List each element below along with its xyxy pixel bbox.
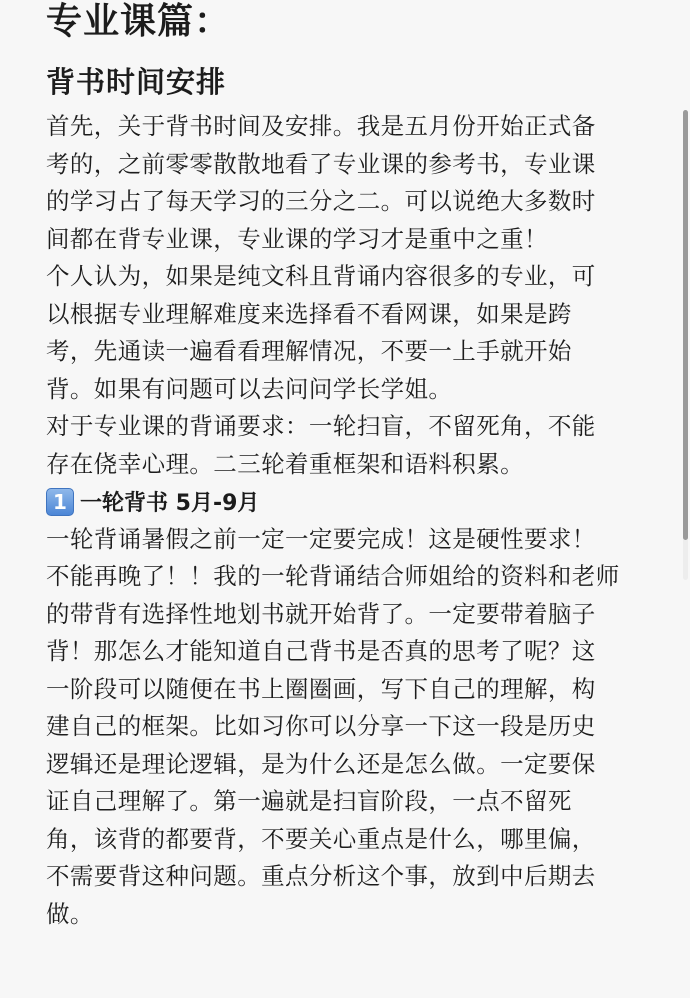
section-title: 背书时间安排 (46, 65, 227, 99)
scrollbar-thumb[interactable] (683, 110, 688, 540)
section-heading-round-one (46, 483, 668, 521)
text-line: 不能再晚了！！我的一轮背诵结合师姐给的资料和老师 (46, 562, 620, 590)
text-line: 一阶段可以随便在书上圈圈画，写下自己的理解，构 (46, 674, 596, 703)
text-line: 不需要背这种问题。重点分析这个事，放到中后期去 (46, 862, 596, 890)
text-line: 一轮背诵暑假之前一定一定要完成！这是硬性要求！ (46, 524, 596, 553)
number-one-icon: 1 (46, 488, 74, 516)
text-line: 个人认为，如果是纯文科且背诵内容很多的专业，可 (46, 262, 596, 290)
text-line: 角，该背的都要背，不要关心重点是什么，哪里偏， (46, 824, 596, 853)
text-line: 考，先通读一遍看看理解情况，不要一上手就开始 (46, 337, 572, 365)
text-line: 存在侥幸心理。二三轮着重框架和语料积累。 (46, 449, 524, 478)
text-line: 背。如果有问题可以去问问学长学姐。 (46, 374, 453, 403)
page-title: 专业课篇： (46, 1, 232, 42)
text-line: 以根据专业理解难度来选择看不看网课，如果是跨 (46, 299, 572, 328)
text-line: 证自己理解了。第一遍就是扫盲阶段，一点不留死 (46, 787, 572, 815)
text-line: 做。 (46, 899, 94, 928)
intro-paragraph (46, 108, 668, 483)
text-line: 对于专业课的背诵要求：一轮扫盲，不留死角，不能 (46, 412, 596, 440)
round-one-paragraph (46, 521, 668, 934)
text-line: 的带背有选择性地划书就开始背了。一定要带着脑子 (46, 599, 596, 628)
text-line: 的学习占了每天学习的三分之二。可以说绝大多数时 (46, 187, 596, 215)
text-line: 背！那怎么才能知道自己背书是否真的思考了呢？这 (46, 637, 596, 665)
text-line: 首先，关于背书时间及安排。我是五月份开始正式备 (46, 112, 596, 140)
text-line: 考的，之前零零散散地看了专业课的参考书，专业课 (46, 149, 596, 178)
text-line: 建自己的框架。比如习你可以分享一下这一段是历史 (46, 712, 596, 740)
text-line: 逻辑还是理论逻辑，是为什么还是怎么做。一定要保 (46, 749, 596, 778)
section-heading-label: 一轮背书 5月-9月 (80, 491, 260, 517)
text-line: 间都在背专业课，专业课的学习才是重中之重！ (46, 224, 548, 253)
